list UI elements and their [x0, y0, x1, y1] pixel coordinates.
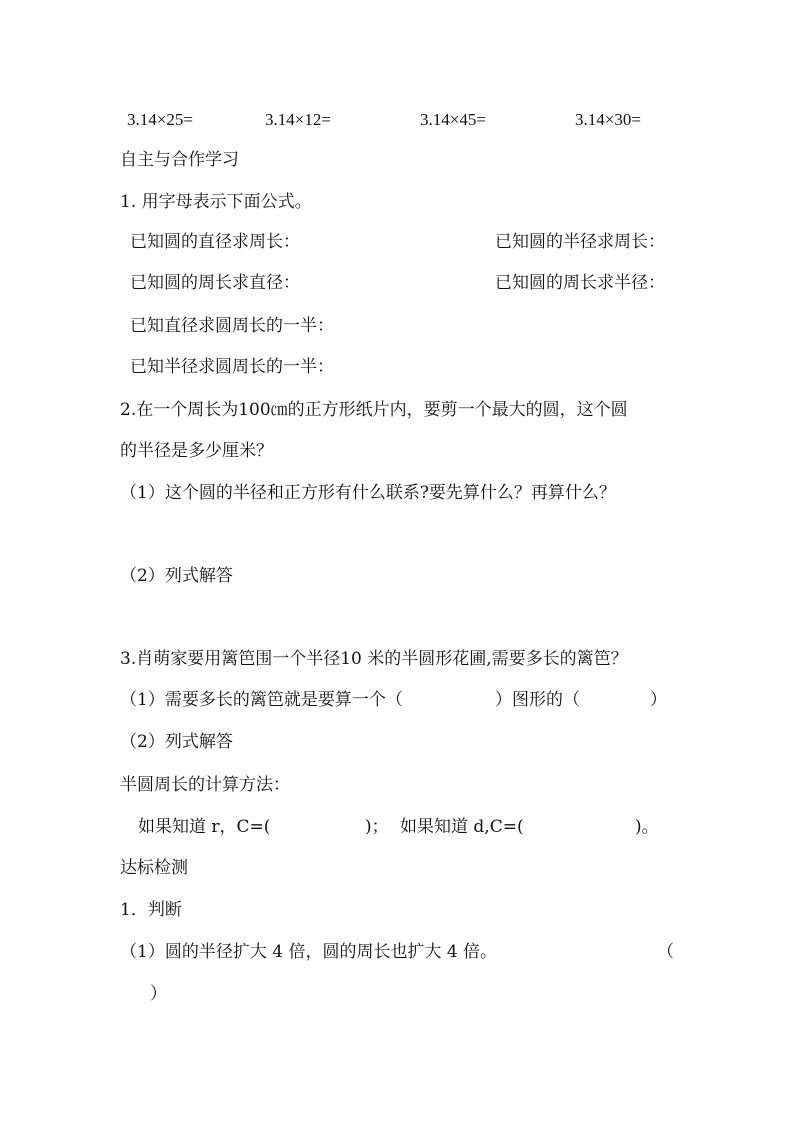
- question-3-line-1: 3.肖萌家要用篱笆围一个半径10 米的半圆形花圃,需要多长的篱笆？: [120, 649, 628, 669]
- judge-title: 1．判断: [120, 900, 182, 920]
- formula-prompt-radius-to-circumference: 已知圆的半径求周长：: [495, 232, 665, 252]
- question-3-sub-2: （2）列式解答: [120, 732, 233, 752]
- calc-expression-2: 3.14×12=: [265, 110, 331, 129]
- judge-paren-close: ）: [150, 984, 167, 1004]
- question-1-title: 1. 用字母表示下面公式。: [120, 192, 312, 212]
- judge-paren-open: （: [657, 942, 674, 962]
- formula-prompt-half-circumference-radius: 已知半径求圆周长的一半：: [130, 357, 334, 377]
- semicircle-formula-radius-b: )；: [365, 817, 389, 837]
- calc-expression-1: 3.14×25=: [127, 110, 193, 129]
- question-2-sub-1: （1）这个圆的半径和正方形有什么联系?要先算什么？再算什么？: [120, 483, 616, 503]
- question-3-sub-1-b: ）图形的（: [495, 690, 580, 710]
- semicircle-method-title: 半圆周长的计算方法：: [120, 775, 290, 795]
- question-2-line-2: 的半径是多少厘米？: [120, 441, 273, 461]
- question-2-sub-2: （2）列式解答: [120, 566, 233, 586]
- calc-expression-4: 3.14×30=: [575, 110, 641, 129]
- calc-expression-3: 3.14×45=: [420, 110, 486, 129]
- section-title-self-study: 自主与合作学习: [120, 150, 239, 170]
- formula-prompt-diameter-to-circumference: 已知圆的直径求周长：: [130, 232, 300, 252]
- formula-prompt-circumference-to-radius: 已知圆的周长求半径：: [495, 273, 665, 293]
- judge-item-1: （1）圆的半径扩大 4 倍，圆的周长也扩大 4 倍。: [120, 942, 498, 962]
- semicircle-formula-radius-a: 如果知道 r，C=(: [138, 817, 271, 837]
- semicircle-formula-diameter-b: )。: [635, 817, 659, 837]
- question-3-sub-1-a: （1）需要多长的篱笆就是要算一个（: [120, 690, 403, 710]
- question-3-sub-1-c: ）: [650, 690, 667, 710]
- formula-prompt-half-circumference-diameter: 已知直径求圆周长的一半：: [130, 316, 334, 336]
- formula-prompt-circumference-to-diameter: 已知圆的周长求直径：: [130, 273, 300, 293]
- question-2-line-1: 2.在一个周长为100㎝的正方形纸片内，要剪一个最大的圆，这个圆: [120, 400, 628, 420]
- semicircle-formula-diameter-a: 如果知道 d,C=(: [400, 817, 524, 837]
- section-title-assessment: 达标检测: [120, 858, 188, 878]
